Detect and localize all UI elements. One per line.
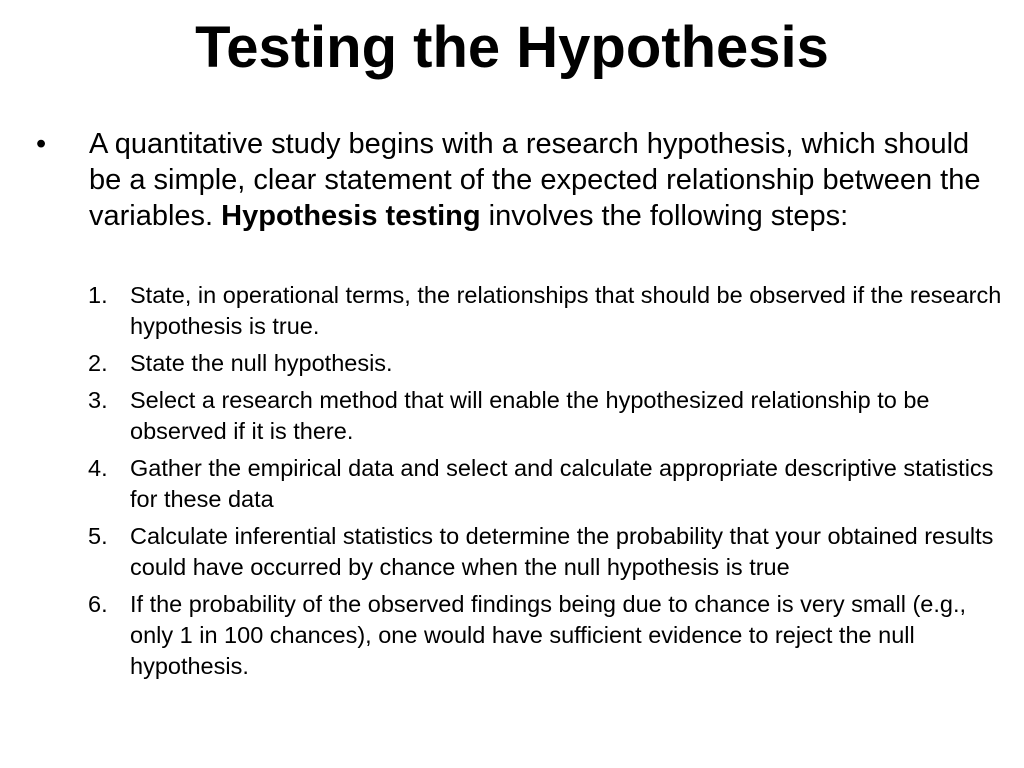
step-text: State the null hypothesis. xyxy=(130,350,393,376)
step-number: 6. xyxy=(88,591,108,617)
list-item xyxy=(88,385,1008,447)
step-number: 2. xyxy=(88,350,108,376)
list-item xyxy=(88,280,1008,342)
intro-tail: involves the following steps: xyxy=(480,200,849,232)
step-text: Gather the empirical data and select and calculate appropriate descriptive statistics for these data xyxy=(130,455,994,512)
intro-text: A quantitative study begins with a research hypothesis, which should be a simple, clear statement of the expected relationship between the variables. xyxy=(89,128,981,232)
step-text: State, in operational terms, the relationships that should be observed if the research hypothesis is true. xyxy=(130,282,1002,339)
steps-list xyxy=(88,280,1008,688)
list-item xyxy=(88,521,1008,583)
step-number: 3. xyxy=(88,387,108,413)
step-text: Select a research method that will enable the hypothesized relationship to be observed if it is there. xyxy=(130,387,930,444)
slide-title: Testing the Hypothesis xyxy=(195,15,829,80)
intro-paragraph xyxy=(89,126,989,234)
step-text: Calculate inferential statistics to determine the probability that your obtained results could have occurred by chance when the null hypothesis is true xyxy=(130,523,994,580)
intro-bold-term: Hypothesis testing xyxy=(221,200,481,232)
step-number: 1. xyxy=(88,282,108,308)
step-number: 4. xyxy=(88,455,108,481)
intro-bullet xyxy=(36,126,996,234)
list-item xyxy=(88,348,1008,379)
list-item xyxy=(88,453,1008,515)
list-item xyxy=(88,589,1008,682)
bullet-icon: • xyxy=(36,128,47,160)
step-text: If the probability of the observed findings being due to chance is very small (e.g., only 1 in 100 chances), one would have sufficient evidence to reject the null hypothesis. xyxy=(130,591,967,679)
step-number: 5. xyxy=(88,523,108,549)
